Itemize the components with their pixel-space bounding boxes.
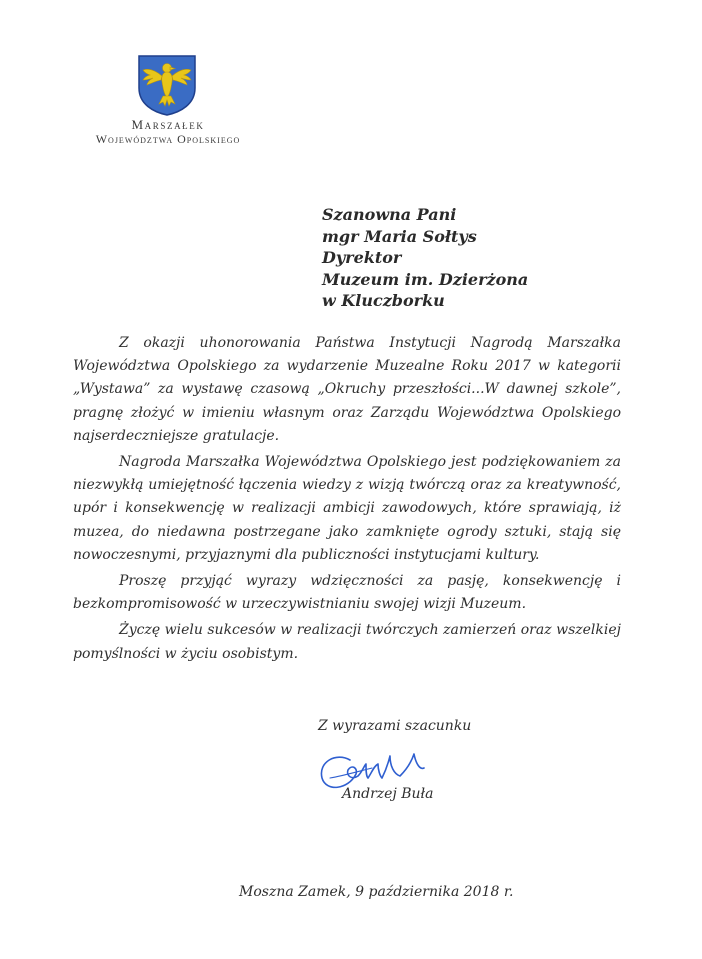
addressee-city: w Kluczborku (322, 291, 445, 310)
signer-name: Andrzej Buła (342, 786, 434, 802)
addressee-position: Dyrektor (322, 248, 402, 267)
addressee-salutation: Szanowna Pani (322, 205, 457, 224)
closing-salutation: Z wyrazami szacunku (318, 718, 472, 734)
place-and-date: Moszna Zamek, 9 października 2018 r. (239, 884, 514, 900)
paragraph-award-meaning: Nagroda Marszałka Województwa Opolskiego jest podziękowaniem za niezwykłą umiejętność łączenia wiedzy z wizją twórczą oraz za kreatywność, upór i konsekwencję w realizacji ambicji zawodowych, które sprawiają, iż muzea, do niedawna postrzegane jako zamknięte ogrody sztuki, stają się nowoczesnymi, przyjaznymi dla publiczności instytucjami kultury. (73, 454, 621, 563)
paragraph-gratitude: Proszę przyjąć wyrazy wdzięczności za pasję, konsekwencję i bezkompromisowość w urzeczywistnianiu swojej wizji Muzeum. (73, 573, 621, 613)
addressee-institution: Muzeum im. Dzierżona (322, 269, 529, 289)
opole-coat-of-arms-icon (137, 54, 197, 116)
issuer-block (70, 118, 266, 146)
issuer-title: Marszałek (131, 117, 205, 132)
paragraph-wishes: Życzę wielu sukcesów w realizacji twórczych zamierzeń oraz wszelkiej pomyślności w życiu osobistym. (73, 622, 621, 662)
paragraph-congratulations: Z okazji uhonorowania Państwa Instytucji Nagrodą Marszałka Województwa Opolskiego za wydarzenie Muzealne Roku 2017 w kategorii „Wystawa” za wystawę czasową „Okruchy przeszłości...W dawnej szkole”, pragnę złożyć w imieniu własnym oraz Zarządu Województwa Opolskiego najserdeczniejsze gratulacje. (73, 335, 621, 444)
addressee-name: mgr Maria Sołtys (322, 226, 477, 246)
letter-body (73, 332, 621, 669)
addressee-block (322, 204, 528, 312)
issuer-region: Województwa Opolskiego (95, 132, 241, 146)
